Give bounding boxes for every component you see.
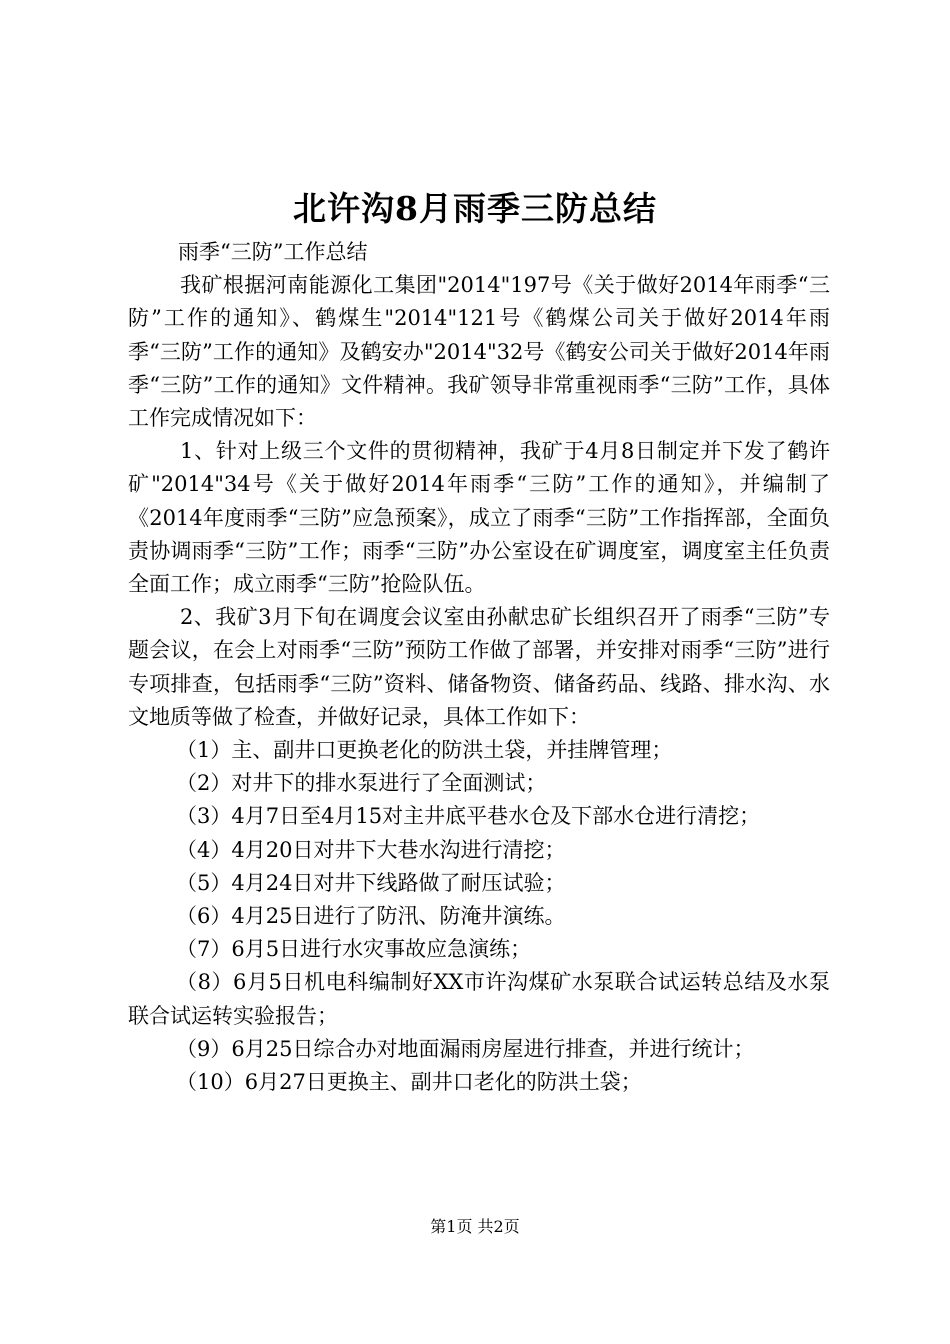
- intro-paragraph: 我矿根据河南能源化工集团"2014"197号《关于做好2014年雨季“三防”工作的通知》、鹤煤生"2014"121号《鹤煤公司关于做好2014年雨季“三防”工作的通知》及鹤安办"2014"32号《鹤安公司关于做好2014年雨季“三防”工作的通知》文件精神。我矿领导非常重视雨季“三防”工作，具体工作完成情况如下：: [128, 273, 830, 431]
- list-item-2: （2）对井下的排水泵进行了全面测试；: [176, 771, 547, 796]
- page-number: 第1页: [430, 1217, 473, 1236]
- document-title: 北许沟8月雨季三防总结: [293, 189, 657, 228]
- document-body: [128, 236, 830, 1099]
- section-1-paragraph: 1、针对上级三个文件的贯彻精神，我矿于4月8日制定并下发了鹤许矿"2014"34号《关于做好2014年雨季“三防”工作的通知》，并编制了《2014年度雨季“三防”应急预案》，成立了雨季“三防”工作指挥部，全面负责协调雨季“三防”工作；雨季“三防”办公室设在矿调度室，调度室主任负责全面工作；成立雨季“三防”抢险队伍。: [128, 439, 830, 597]
- section-2-paragraph: 2、我矿3月下旬在调度会议室由孙献忠矿长组织召开了雨季“三防”专题会议，在会上对雨季“三防”预防工作做了部署，并安排对雨季“三防”进行专项排查，包括雨季“三防”资料、储备物资、储备药品、线路、排水沟、水文地质等做了检查，并做好记录，具体工作如下：: [128, 605, 830, 729]
- list-item-10: （10）6月27日更换主、副井口老化的防洪土袋；: [176, 1070, 642, 1095]
- list-item-5: （5）4月24日对井下线路做了耐压试验；: [176, 870, 566, 895]
- document-subtitle: 雨季“三防”工作总结: [178, 240, 368, 264]
- list-item-8: （8）6月5日机电科编制好XX市许沟煤矿水泵联合试运转总结及水泵联合试运转实验报告；: [128, 970, 830, 1028]
- page-total: 共2页: [477, 1217, 520, 1236]
- list-item-3: （3）4月7日至4月15对主井底平巷水仓及下部水仓进行清挖；: [176, 804, 761, 829]
- list-item-4: （4）4月20日对井下大巷水沟进行清挖；: [176, 837, 566, 862]
- list-item-6: （6）4月25日进行了防汛、防淹井演练。: [176, 904, 566, 929]
- page-footer: [0, 1215, 950, 1239]
- list-item-7: （7）6月5日进行水灾事故应急演练；: [176, 937, 532, 962]
- list-item-1: （1）主、副井口更换老化的防洪土袋，并挂牌管理；: [176, 738, 673, 763]
- list-item-9: （9）6月25日综合办对地面漏雨房屋进行排查，并进行统计；: [176, 1036, 755, 1061]
